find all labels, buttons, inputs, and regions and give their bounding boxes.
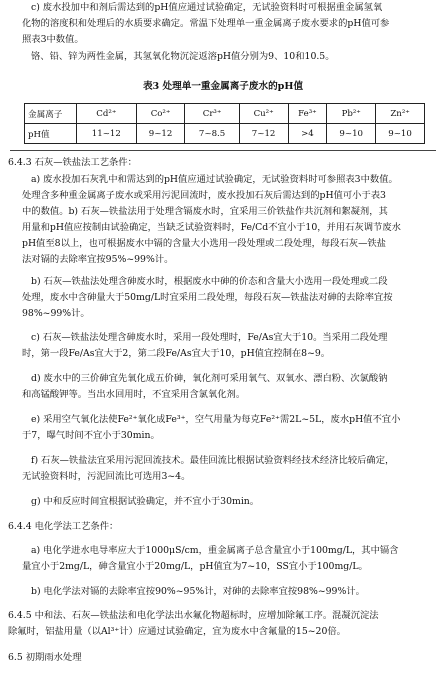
table-cell: Co²⁺ [136, 104, 185, 124]
text-line: 处理，废水中含砷量大于50mg/L时宜采用二段处理，每段石灰—铁盐法对砷的去除率宜按 [22, 292, 393, 303]
table-cell: pH值 [25, 124, 77, 144]
table-cell: 9~10 [327, 124, 376, 144]
table-cell: 9~10 [376, 124, 425, 144]
text-line: 中的数值。b) 石灰—铁盐法用于处理含镉废水时，宜采用三价铁盐作共沉剂和絮凝剂，其 [22, 206, 388, 217]
table-cell: Cr³⁺ [185, 104, 239, 124]
text-line: 处理含多种重金属离子废水或采用污泥回流时，废水投加石灰后需达到的pH值可小于表3 [22, 190, 386, 201]
text-line: 化物的溶度积和处理后的水质要求确定。常温下处理单一重金属离子废水要求的pH值可参 [22, 18, 390, 29]
section-heading: 6.4.4 电化学法工艺条件： [8, 521, 119, 532]
text-line: 于7，曝气时间不宜小于30min。 [22, 430, 160, 441]
text-line: 98%~99%计。 [22, 308, 90, 319]
text-line: pH值至8以上，也可根据废水中镉的含量大小选用一段处理或二段处理，每段石灰—铁盐 [22, 238, 386, 249]
table-cell: 7~12 [239, 124, 288, 144]
table-cell: 11~12 [77, 124, 137, 144]
table-cell: Cd²⁺ [77, 104, 137, 124]
table-cell: >4 [288, 124, 327, 144]
table-cell: Pb²⁺ [327, 104, 376, 124]
table-header-row [25, 104, 425, 124]
text-line: e) 采用空气氧化法使Fe²⁺氧化成Fe³⁺，空气用量为每克Fe²⁺需2L~5L，废水pH值不宜小 [31, 414, 401, 425]
text-line: f) 石灰—铁盐法宜采用污泥回流技术。最佳回流比根据试验资料经技术经济比较后确定， [31, 455, 395, 466]
text-line: 法对镉的去除率宜按95%~99%计。 [22, 254, 174, 265]
table-cell: Cu²⁺ [239, 104, 288, 124]
text-line: 6.4.5 中和法、石灰—铁盐法和电化学法出水氟化物超标时，应增加除氟工序。混凝沉淀法 [8, 610, 379, 621]
table-caption: 表3 处理单一重金属离子废水的pH值 [142, 81, 304, 92]
ph-table [24, 103, 425, 144]
text-line: 照表3中数值。 [22, 34, 84, 45]
text-line: a) 电化学进水电导率应大于1000μS/cm，重金属离子总含量宜小于100mg/L，其中镉含 [31, 545, 399, 556]
text-line: 用量和pH值应按制由试验确定，当缺乏试验资料时，Fe/Cd不宜小于10，并用石灰调节废水 [22, 222, 401, 233]
text-line: 时，第一段Fe/As宜大于2，第二段Fe/As宜大于10，pH值宜控制在8~9。 [22, 348, 331, 359]
text-line: c) 废水投加中和剂后需达到的pH值应通过试验确定，无试验资料时可根据重金属氢氧 [31, 2, 383, 13]
text-line: a) 废水投加石灰乳中和需达到的pH值应通过试验确定，无试验资料时可参照表3中数值。 [31, 174, 398, 185]
text-line: b) 石灰—铁盐法处理含砷废水时，根据废水中砷的价态和含量大小选用一段处理或二段 [31, 276, 388, 287]
text-line: 无试验资料时，污泥回流比可选用3~4。 [22, 471, 191, 482]
table-cell: Zn²⁺ [376, 104, 425, 124]
text-line: g) 中和反应时间宜根据试验确定，并不宜小于30min。 [31, 496, 260, 507]
text-line: c) 石灰—铁盐法处理含砷废水时，采用一段处理时，Fe/As宜大于10。当采用二段处理 [31, 332, 388, 343]
table-cell: 金属离子 [25, 104, 77, 124]
divider [10, 150, 436, 151]
table-row [25, 124, 425, 144]
text-line: b) 电化学法对镉的去除率宜按90%~95%计，对砷的去除率宜按98%~99%计。 [31, 586, 365, 597]
text-line: 除氟时，铝盐用量（以Al³⁺计）应通过试验确定，宜为废水中含氟量的15~20倍。 [8, 626, 346, 637]
text-line: 铬、铅、锌为两性金属，其氢氧化物沉淀返溶pH值分别为9、10和10.5。 [31, 51, 335, 62]
table-cell: 7~8.5 [185, 124, 239, 144]
section-heading: 6.4.3 石灰—铁盐法工艺条件： [8, 157, 137, 168]
table-cell: Fe³⁺ [288, 104, 327, 124]
table-cell: 9~12 [136, 124, 185, 144]
section-heading: 6.5 初期雨水处理 [8, 652, 82, 663]
text-line: 量宜小于2mg/L，砷含量宜小于20mg/L，pH值宜为7~10，SS宜小于100mg/L。 [22, 561, 368, 572]
text-line: d) 废水中的三价砷宜先氧化成五价砷，氧化剂可采用氧气、双氧水、漂白粉、次氯酸钠 [31, 373, 388, 384]
text-line: 和高锰酸钾等。当出水回用时，不宜采用含氯氧化剂。 [22, 389, 246, 400]
